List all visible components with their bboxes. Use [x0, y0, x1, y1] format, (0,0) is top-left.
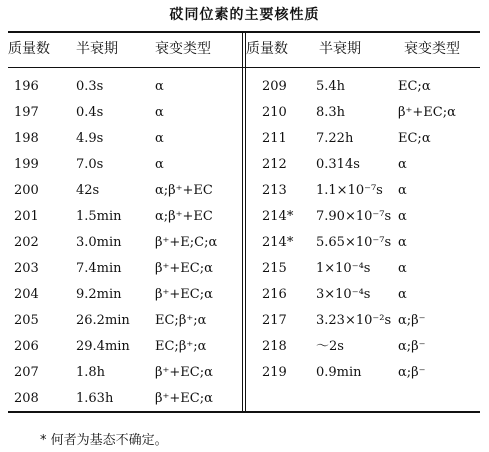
decay-type-cell: EC;α: [398, 79, 431, 94]
decay-type-cell: α: [398, 235, 407, 250]
table-row: [8, 230, 242, 256]
decay-type-cell: α: [155, 131, 164, 146]
half-life-cell: 3×10⁻⁴s: [316, 287, 371, 302]
half-life-cell: 4.9s: [76, 131, 104, 146]
mass-cell: 203: [14, 261, 39, 276]
half-life-cell: 29.4min: [76, 339, 130, 354]
mass-cell: 196: [14, 79, 39, 94]
half-life-cell: 0.3s: [76, 79, 104, 94]
half-life-cell: 0.4s: [76, 105, 104, 120]
decay-type-cell: β⁺+EC;α: [155, 391, 213, 406]
decay-type-cell: β⁺+E;C;α: [155, 235, 218, 250]
mass-cell: 200: [14, 183, 39, 198]
left-rows: [8, 74, 242, 412]
table-row: [246, 282, 480, 308]
mass-cell: 214*: [262, 209, 294, 224]
table-row: [246, 178, 480, 204]
half-life-cell: 3.23×10⁻²s: [316, 313, 392, 328]
header-decay-type: 衰变类型: [404, 41, 460, 57]
mass-cell: 197: [14, 105, 39, 120]
half-life-cell: 7.4min: [76, 261, 122, 276]
half-life-cell: 0.9min: [316, 365, 362, 380]
mass-cell: 218: [262, 339, 287, 354]
mass-cell: 219: [262, 365, 287, 380]
table-row: [8, 334, 242, 360]
table-row: [8, 152, 242, 178]
mass-cell: 217: [262, 313, 287, 328]
table-row: [8, 386, 242, 412]
mass-cell: 209: [262, 79, 287, 94]
mass-cell: 215: [262, 261, 287, 276]
decay-type-cell: α: [398, 157, 407, 172]
isotope-table: [8, 31, 480, 413]
decay-type-cell: EC;β⁺;α: [155, 339, 207, 354]
header-mass-number: 质量数: [8, 41, 50, 57]
half-life-cell: 1×10⁻⁴s: [316, 261, 371, 276]
half-life-cell: 3.0min: [76, 235, 122, 250]
half-life-cell: 8.3h: [316, 105, 346, 120]
table-row: [246, 204, 480, 230]
decay-type-cell: EC;β⁺;α: [155, 313, 207, 328]
mass-cell: 213: [262, 183, 287, 198]
table-row: [8, 360, 242, 386]
mass-cell: 207: [14, 365, 39, 380]
mass-cell: 202: [14, 235, 39, 250]
table-row: [246, 308, 480, 334]
half-life-cell: ～2s: [316, 339, 344, 354]
mass-cell: 212: [262, 157, 287, 172]
column-divider-left: [242, 31, 243, 413]
half-life-cell: 1.8h: [76, 365, 106, 380]
table-row: [8, 282, 242, 308]
decay-type-cell: β⁺+EC;α: [155, 261, 213, 276]
mass-cell: 201: [14, 209, 39, 224]
table-row: [8, 178, 242, 204]
decay-type-cell: α: [398, 261, 407, 276]
decay-type-cell: α: [398, 209, 407, 224]
header-half-life: 半衰期: [319, 41, 361, 57]
table-title: 砹同位素的主要核性质: [169, 7, 320, 23]
table-row: [8, 100, 242, 126]
decay-type-cell: α: [398, 287, 407, 302]
decay-type-cell: β⁺+EC;α: [155, 287, 213, 302]
table-row: [8, 256, 242, 282]
mass-cell: 198: [14, 131, 39, 146]
half-life-cell: 5.65×10⁻⁷s: [316, 235, 392, 250]
decay-type-cell: α;β⁺+EC: [155, 183, 213, 198]
mass-cell: 205: [14, 313, 39, 328]
decay-type-cell: α;β⁻: [398, 365, 426, 380]
mass-cell: 204: [14, 287, 39, 302]
half-life-cell: 7.90×10⁻⁷s: [316, 209, 392, 224]
decay-type-cell: α;β⁺+EC: [155, 209, 213, 224]
table-row: [246, 334, 480, 360]
decay-type-cell: β⁺+EC;α: [398, 105, 456, 120]
mass-cell: 211: [262, 131, 287, 146]
half-life-cell: 1.5min: [76, 209, 122, 224]
mass-cell: 210: [262, 105, 287, 120]
mass-cell: 206: [14, 339, 39, 354]
half-life-cell: 42s: [76, 183, 100, 198]
decay-type-cell: α: [155, 105, 164, 120]
table-row: [8, 74, 242, 100]
header-decay-type: 衰变类型: [155, 41, 211, 57]
mass-cell: 216: [262, 287, 287, 302]
decay-type-cell: EC;α: [398, 131, 431, 146]
left-half: [8, 31, 242, 413]
half-life-cell: 9.2min: [76, 287, 122, 302]
mass-cell: 208: [14, 391, 39, 406]
table-row: [246, 360, 480, 386]
table-row: [246, 256, 480, 282]
mass-cell: 214*: [262, 235, 294, 250]
header-half-life: 半衰期: [76, 41, 118, 57]
decay-type-cell: α;β⁻: [398, 313, 426, 328]
half-life-cell: 7.0s: [76, 157, 104, 172]
half-life-cell: 1.1×10⁻⁷s: [316, 183, 383, 198]
right-half: [246, 31, 480, 413]
table-row: [246, 100, 480, 126]
footnote: * 何者为基态不确定。: [40, 433, 168, 448]
decay-type-cell: β⁺+EC;α: [155, 365, 213, 380]
half-life-cell: 1.63h: [76, 391, 114, 406]
table-row: [8, 308, 242, 334]
decay-type-cell: α: [155, 157, 164, 172]
table-row: [8, 204, 242, 230]
table-row: [246, 74, 480, 100]
decay-type-cell: α;β⁻: [398, 339, 426, 354]
table-row: [8, 126, 242, 152]
mass-cell: 199: [14, 157, 39, 172]
table-row: [246, 230, 480, 256]
half-life-cell: 26.2min: [76, 313, 130, 328]
right-rows: [246, 74, 480, 386]
half-life-cell: 0.314s: [316, 157, 360, 172]
half-life-cell: 5.4h: [316, 79, 346, 94]
header-mass-number: 质量数: [246, 41, 288, 57]
decay-type-cell: α: [398, 183, 407, 198]
table-row: [246, 152, 480, 178]
decay-type-cell: α: [155, 79, 164, 94]
half-life-cell: 7.22h: [316, 131, 354, 146]
table-row: [246, 126, 480, 152]
